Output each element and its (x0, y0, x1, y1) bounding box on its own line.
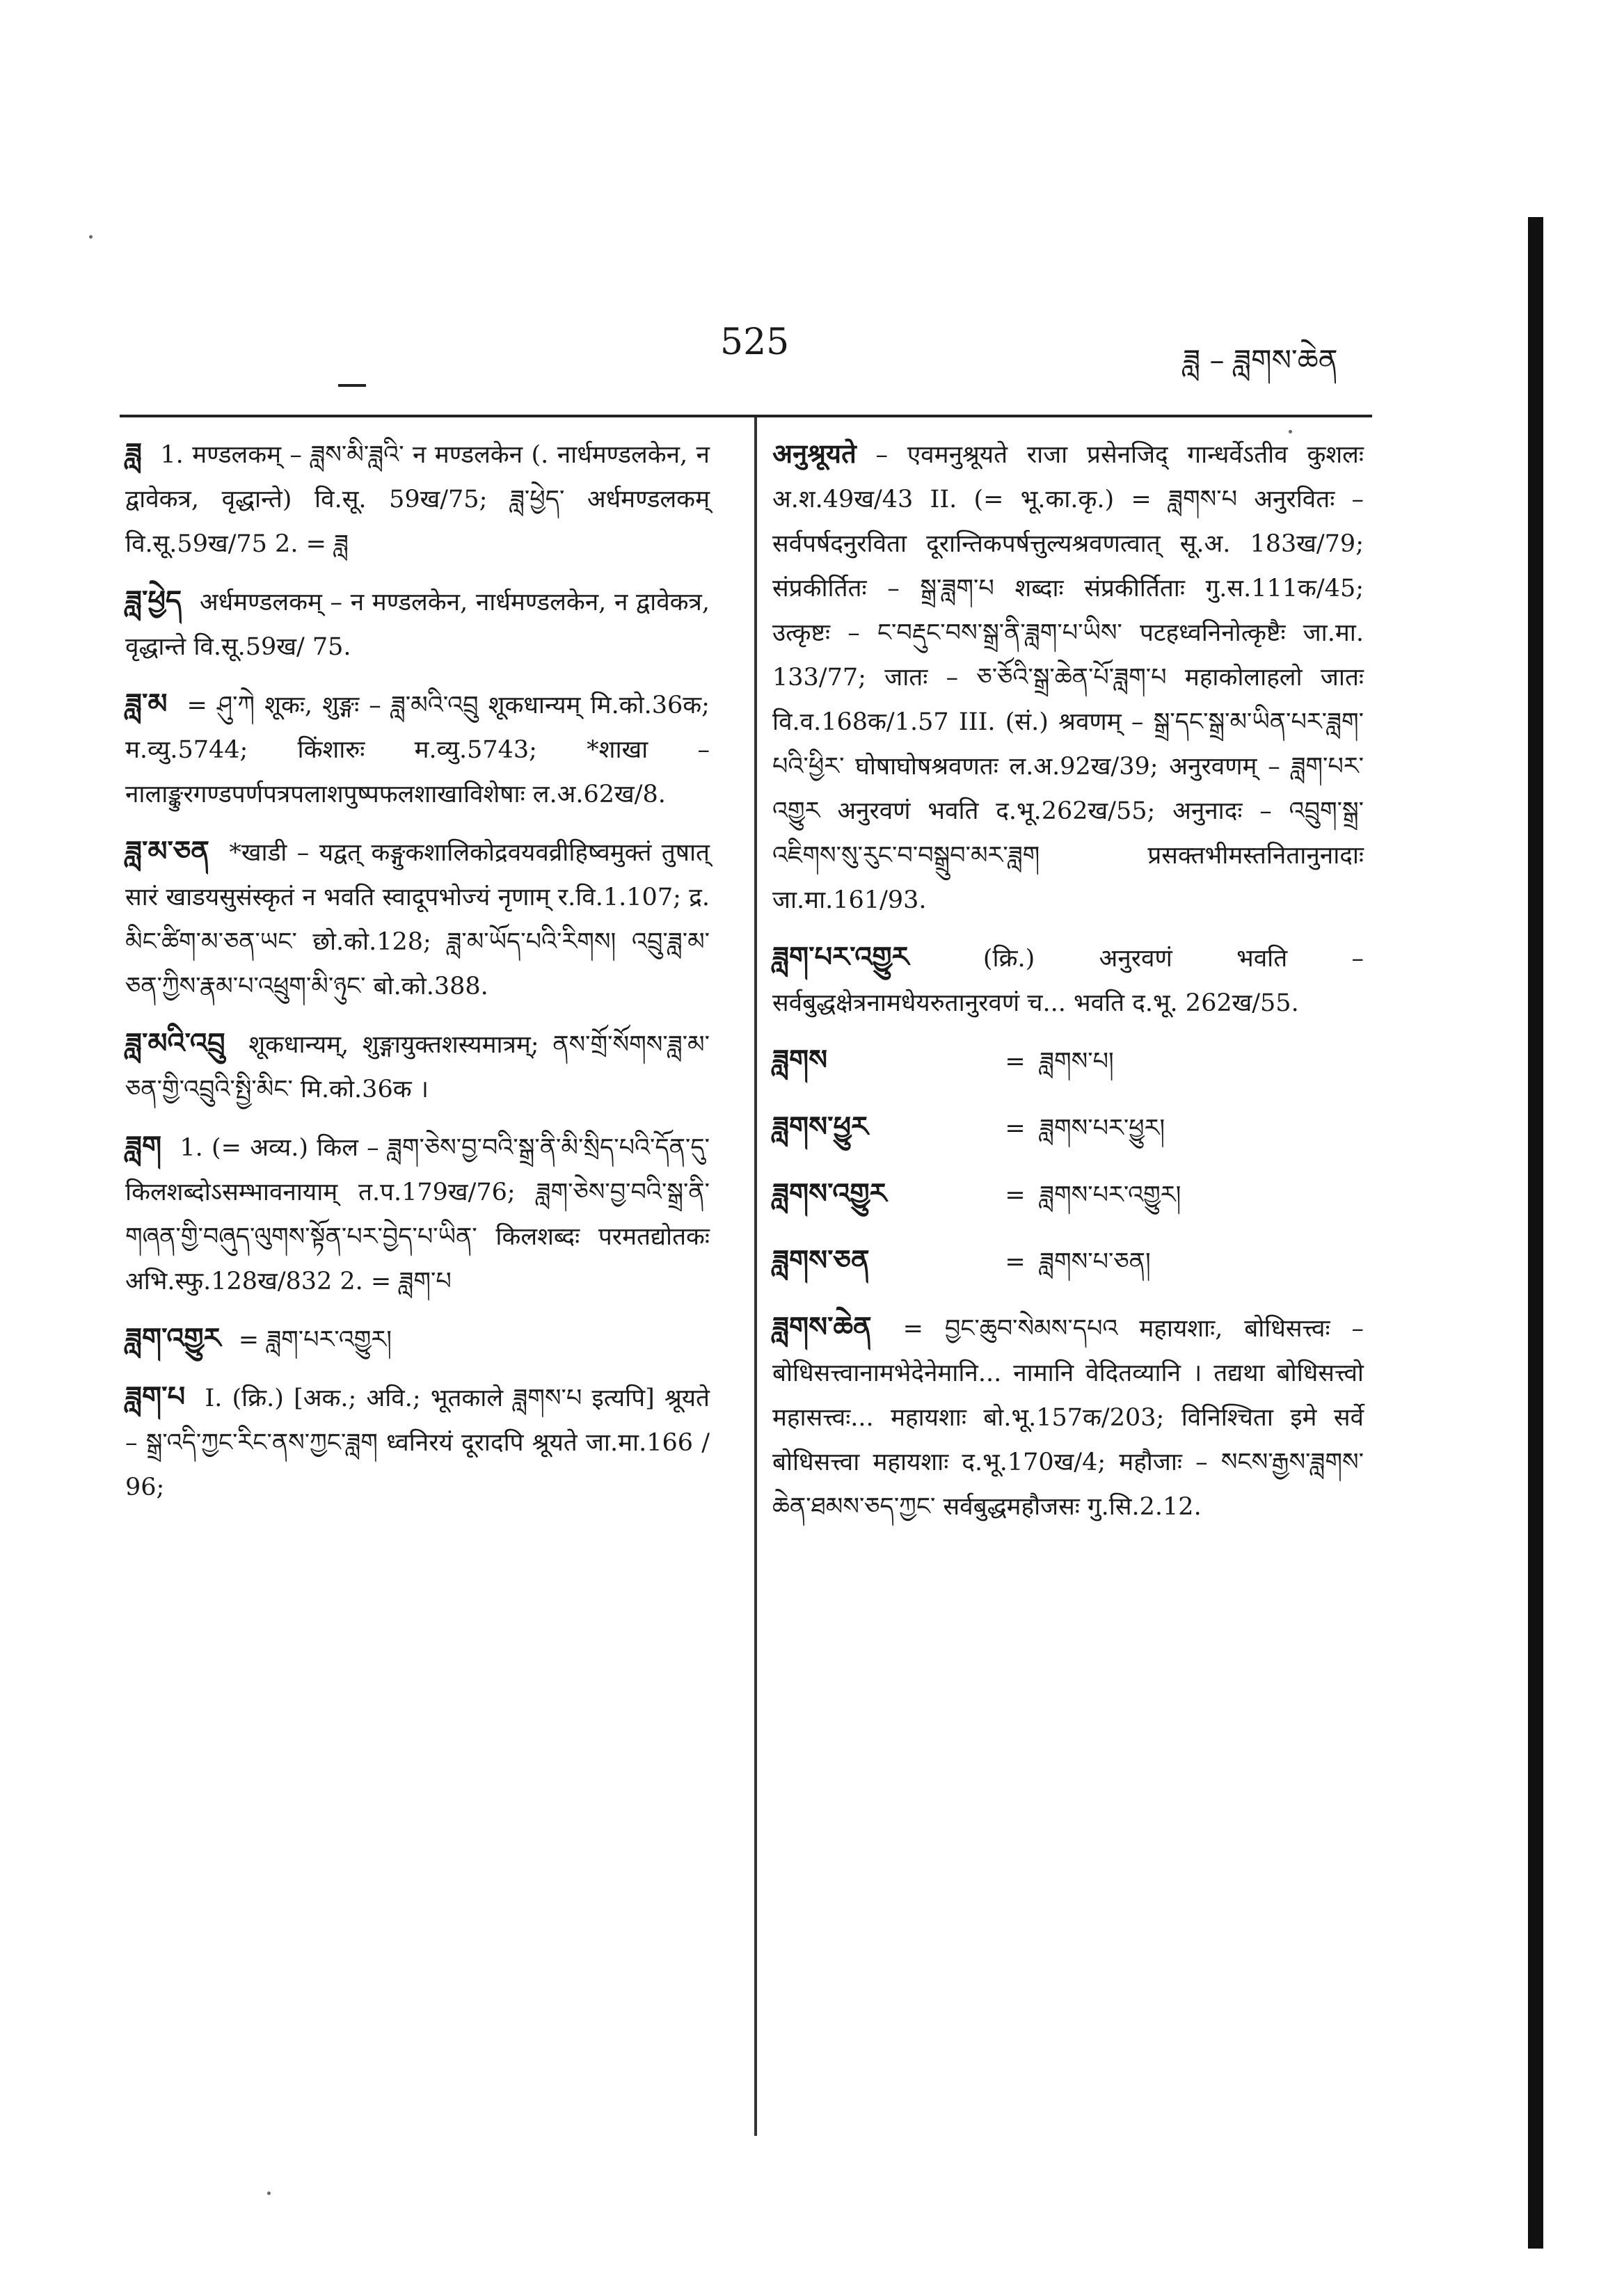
entry-headword: ཟླགས་ཅན (772, 1244, 870, 1277)
entry-headword: ཟླ་མ་ཅན (125, 835, 209, 868)
scan-dot (89, 235, 93, 239)
header-range: ཟླ – ཟླགས་ཆེན (1183, 343, 1338, 377)
equivalence-entry (772, 1038, 1364, 1084)
equivalence-entry (772, 1105, 1364, 1151)
equals-sign: = (1005, 1115, 1026, 1142)
dictionary-entry (125, 1316, 710, 1362)
left-column (125, 431, 710, 1522)
entry-headword: ཟླགས་ཕྱུར (772, 1110, 869, 1143)
equivalence-entry (772, 1172, 1364, 1218)
entry-headword: ཟླ་ཕྱེད (125, 584, 182, 617)
entry-headword: ཟླག (125, 1130, 162, 1163)
entry-headword: ཟླག་པར་འགྱུར (772, 941, 909, 973)
entry-body: = བྱང་ཆུབ་སེམས་དཔའ महायशाः, बोधिसत्त्वः – बोधिसत्त्वानामभेदेनेमानि... नामानि वेदितव्यानि । तद्यथा बोधिसत्त्वो महासत्त्वः... महायशाः बो.भू.157क/203; विनिश्चिता इमे सर्वे बोधिसत्त्वा महायशाः द.भू.170ख/4; महौजाः – སངས་རྒྱས་ཟླགས་ཆེན་ཐམས་ཅད་ཀྱང་ सर्वबुद्धमहौजसः गु.सि.2.12. (772, 1315, 1364, 1521)
entry-headword: ཟླག་པ (125, 1380, 186, 1413)
right-edge-bar (1528, 217, 1543, 2249)
dictionary-entry (125, 1375, 710, 1510)
dictionary-entry (125, 829, 710, 1009)
entry-body: ཟླགས་པ། (1040, 1048, 1114, 1076)
entry-body: I. (क्रि.) [अक.; अवि.; भूतकाले ཟླགས་པ इत्यपि] श्रूयते – སྒྲ་འདི་ཀྱང་རིང་ནས་ཀྱང་ཟླག ध्वनिरयं दूरादपि श्रूयते जा.मा.166 / 96; (125, 1384, 710, 1501)
entry-body: शूकधान्यम्, शुङ्गायुक्तशस्यमात्रम्; ནས་གྲོ་སོགས་ཟླ་མ་ཅན་གྱི་འབྲུའི་སྤྱི་མིང་ मि.को.36क । (125, 1031, 710, 1103)
entry-body: (क्रि.) अनुरवणं भवति – सर्वबुद्धक्षेत्रनामधेयरुतानुरवणं च... भवति द.भू. 262ख/55. (772, 945, 1364, 1017)
entry-headword: ཟླག་འགྱུར (125, 1322, 221, 1355)
entry-headword: अनुश्रूयते (772, 438, 857, 469)
dictionary-entry (125, 1124, 710, 1304)
entry-headword: ཟླ (125, 437, 142, 470)
entry-body: = ཤུ་ཀེ शूकः, शुङ्गः – ཟླ་མའི་འབྲུ शूकधान्यम् मि.को.36क; म.व्यु.5744; किंशारुः म.व्यु.5743; *शाखा – नालाङ्कुरगण्डपर्णपत्रपलाशपुष्पफलशाखाविशेषाः ल.अ.62ख/8. (125, 692, 710, 808)
equals-sign: = (1005, 1248, 1026, 1276)
equals-sign: = (1005, 1048, 1026, 1076)
entry-body: 1. (= अव्य.) किल – ཟླག་ཅེས་བྱ་བའི་སྒྲ་ནི་མི་སྲིད་པའི་དོན་དུ་ किलशब्दोऽसम्भावनायाम् त.प.179ख/76; ཟླག་ཅེས་བྱ་བའི་སྒྲ་ནི་གཞན་གྱི་བཞུད་ལུགས་སྟོན་པར་བྱེད་པ་ཡིན་ किलशब्दः परमतद्योतकः अभि.स्फु.128ख/832 2. = ཟླག་པ (125, 1134, 710, 1295)
scan-dot (267, 2192, 271, 2195)
equivalence-entry (772, 1238, 1364, 1284)
entry-body: ཟླགས་པ་ཅན། (1040, 1248, 1151, 1276)
entry-headword: ཟླགས (772, 1044, 828, 1076)
dictionary-entry (125, 682, 710, 817)
header-rule (120, 415, 1372, 417)
right-column (772, 431, 1364, 1542)
page-number: 525 (720, 321, 790, 363)
top-tick (338, 384, 366, 387)
entry-headword: ཟླ་མའི་འབྲུ (125, 1027, 225, 1060)
dictionary-entry (772, 431, 1364, 923)
entry-body: *खाडी – यद्वत् कङ्गुकशालिकोद्रवयवव्रीहिष्वमुक्तं तुषात् सारं खाडयसुसंस्कृतं न भवति स्वादूपभोज्यं नृणाम् र.वि.1.107; द्र. མིང་ཚིག་མ་ཅན་ཡང་ छो.को.128; ཟླ་མ་ཡོད་པའི་རིགས། འབྲུ་ཟླ་མ་ཅན་ཀྱིས་རྣམ་པ་འཕྲུག་མི་ཉུང་ बो.को.388. (125, 839, 710, 1000)
equals-sign: = (1005, 1181, 1026, 1209)
entry-headword: ཟླགས་ཆེན (772, 1311, 872, 1343)
entry-headword: ཟླགས་འགྱུར (772, 1177, 887, 1210)
entry-headword: ཟླ་མ (125, 687, 168, 720)
dictionary-entry (772, 1305, 1364, 1529)
dictionary-entry (125, 1021, 710, 1112)
dictionary-entry (772, 935, 1364, 1025)
dictionary-entry (125, 579, 710, 669)
column-divider (754, 417, 757, 2136)
entry-body: ཟླགས་པར་འགྱུར། (1040, 1181, 1181, 1209)
dictionary-entry (125, 431, 710, 566)
entry-body: – एवमनुश्रूयते राजा प्रसेनजिद् गान्धर्वेऽतीव कुशलः अ.श.49ख/43 II. (= भू.का.कृ.) = ཟླགས་པ अनुरवितः – सर्वपर्षदनुरविता दूरान्तिकपर्षत्तुल्यश्रवणत्वात् सू.अ. 183ख/79; संप्रकीर्तितः – སྒྲ་ཟླག་པ शब्दाः संप्रकीर्तिताः गु.स.111क/45; उत्कृष्टः – ང་བརྡུང་བས་སྒྲ་ནི་ཟླག་པ་ཡིས་ पटहध्वनिनोत्कृष्टैः जा.मा. 133/77; जातः – ཅ་ཅོའི་སྒྲ་ཆེན་པོ་ཟླག་པ महाकोलाहलो जातः वि.व.168क/1.57 III. (सं.) श्रवणम् – སྒྲ་དང་སྒྲ་མ་ཡིན་པར་ཟླག་པའི་ཕྱིར་ घोषाघोषश्रवणतः ल.अ.92ख/39; अनुरवणम् – ཟླག་པར་འགྱུར अनुरवणं भवति द.भू.262ख/55; अनुनादः – འབྲུག་སྒྲ་འཇིགས་སུ་རུང་བ་བསྒྲུབ་མར་ཟླག प्रसक्तभीमस्तनितानुनादाः जा.मा.161/93. (772, 441, 1364, 914)
entry-body: अर्धमण्डलकम् – न मण्डलकेन, नार्धमण्डलकेन, न द्वावेकत्र, वृद्धान्ते वि.सू.59ख/ 75. (125, 589, 710, 661)
entry-body: = ཟླག་པར་འགྱུར། (238, 1326, 392, 1354)
entry-body: 1. मण्डलकम् – ཟླས་མི་ཟླའི་ न मण्डलकेन (. नार्धमण्डलकेन, न द्वावेकत्र, वृद्धान्ते) वि.सू. 59ख/75; ཟླ་ཕྱེད་ अर्धमण्डलकम् वि.सू.59ख/75 2. = ཟླ (125, 441, 710, 558)
entry-body: ཟླགས་པར་ཕྱུར། (1040, 1115, 1165, 1142)
